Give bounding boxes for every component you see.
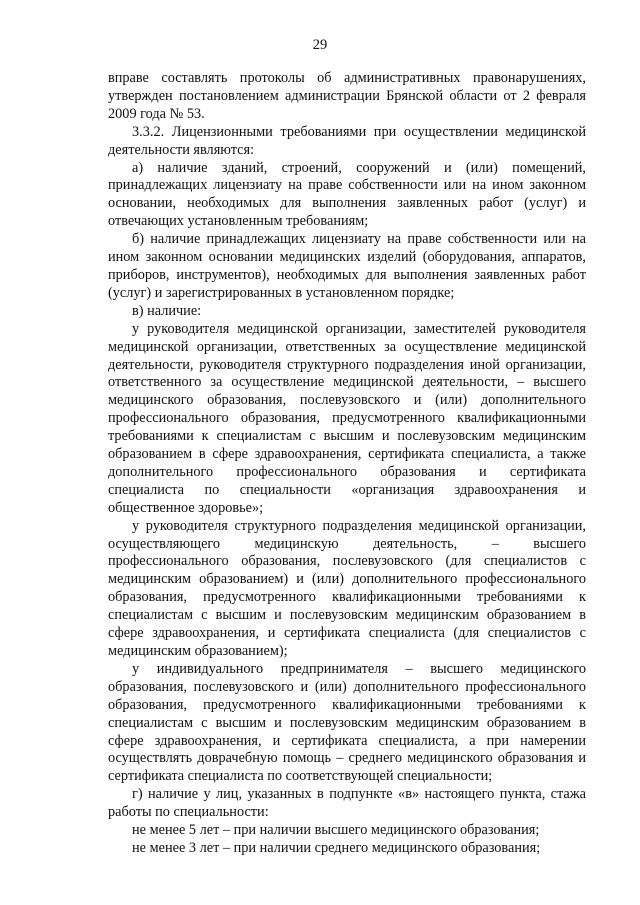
paragraph: у руководителя медицинской организации, заместителей руководителя медицинской организации, ответственных за осуществление медицинской деятельности, руководителя структурного подразделения иной организации, ответственного за осуществление медицинской деятельности, – высшего медицинского образования, послевузовского и (или) дополнительного профессионального образования, предусмотренного квалификационными требованиями к специалистам с высшим и послевузовским медицинским образованием в сфере здравоохранения, сертификата специалиста, а также дополнительного профессионального образования и сертификата специалиста по специальности «организация здравоохранения и общественное здоровье»; — [108, 320, 586, 516]
page-body — [108, 70, 586, 858]
paragraph: у индивидуального предпринимателя – высшего медицинского образования, послевузовского и (или) дополнительного профессионального образования, предусмотренного квалификационными требованиями к специалистам с высшим и послевузовским медицинским образованием в сфере здравоохранения, и сертификата специалиста, а при намерении осуществлять доврачебную помощь – среднего медицинского образования и сертификата специалиста по соответствующей специальности; — [108, 660, 586, 785]
paragraph: г) наличие у лиц, указанных в подпункте «в» настоящего пункта, стажа работы по специальности: — [108, 786, 586, 821]
paragraph: а) наличие зданий, строений, сооружений и (или) помещений, принадлежащих лицензиату на праве собственности или на ином законном основании, необходимых для выполнения заявленных работ (услуг) и отвечающих установленным требованиям; — [108, 159, 586, 230]
paragraph: не менее 5 лет – при наличии высшего медицинского образования; — [132, 822, 540, 839]
paragraph: в) наличие: — [132, 302, 202, 319]
page-number: 29 — [312, 37, 328, 53]
paragraph: вправе составлять протоколы об административных правонарушениях, утвержден постановлением администрации Брянской области от 2 февраля 2009 года № 53. — [108, 70, 586, 122]
paragraph: б) наличие принадлежащих лицензиату на праве собственности или на ином законном основании медицинских изделий (оборудования, аппаратов, приборов, инструментов), необходимых для выполнения заявленных работ (услуг) и зарегистрированных в установленном порядке; — [108, 231, 586, 301]
paragraph: 3.3.2. Лицензионными требованиями при осуществлении медицинской деятельности являются: — [108, 123, 586, 158]
paragraph: не менее 3 лет – при наличии среднего медицинского образования; — [132, 839, 541, 856]
paragraph: у руководителя структурного подразделения медицинской организации, осуществляющего медицинскую деятельность, – высшего профессионального образования, послевузовского (для специалистов с медицинским образованием) и (или) дополнительного профессионального образования, предусмотренного квалификационными требованиями к специалистам с высшим и послевузовским медицинским образованием в сфере здравоохранения, и сертификата специалиста (для специалистов с медицинским образованием); — [108, 517, 586, 659]
